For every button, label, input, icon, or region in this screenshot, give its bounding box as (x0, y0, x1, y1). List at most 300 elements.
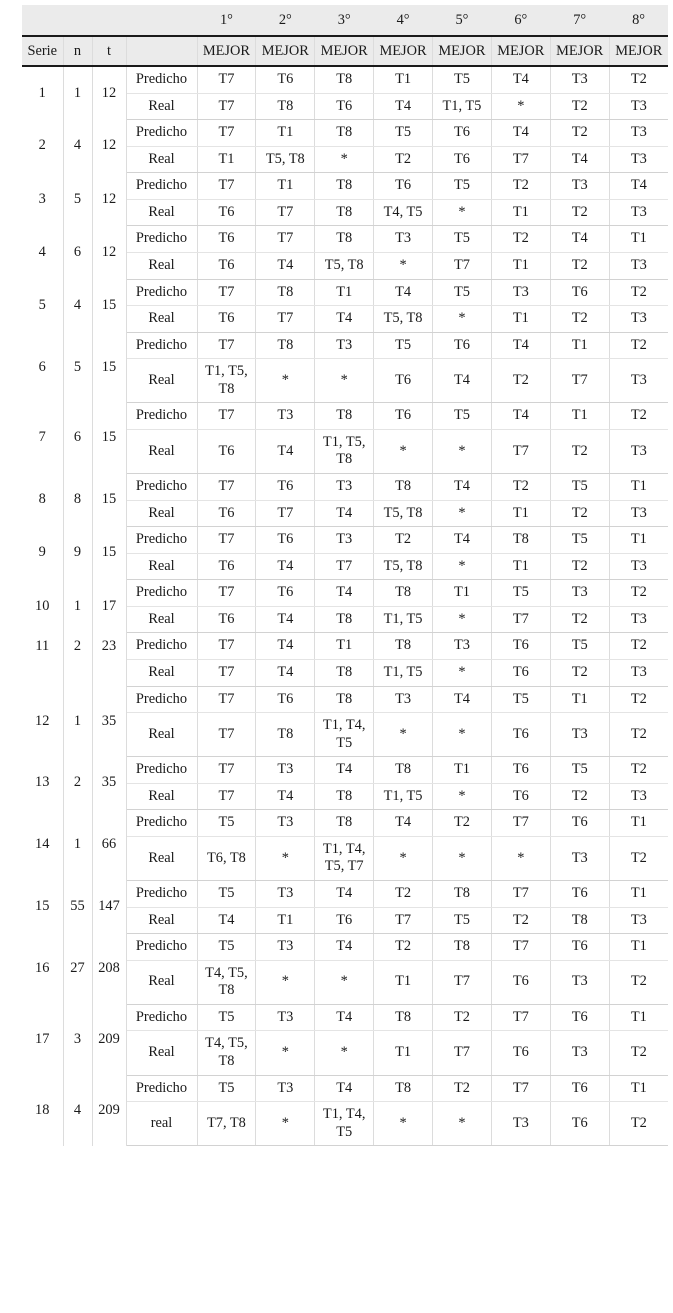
cell-predicho-pos-6: T7 (491, 810, 550, 837)
cell-serie: 17 (22, 1004, 63, 1075)
cell-real-pos-8: T3 (609, 783, 668, 810)
cell-real-pos-6: T2 (491, 359, 550, 403)
header-blank-serie (22, 5, 63, 36)
cell-predicho-pos-4: T8 (374, 1075, 433, 1102)
header-position-3: 3° (315, 5, 374, 36)
cell-predicho-pos-4: T2 (374, 527, 433, 554)
cell-real-pos-1: T7, T8 (197, 1102, 256, 1146)
cell-predicho-pos-6: T4 (491, 403, 550, 430)
row-label-real: Real (126, 306, 197, 333)
cell-real-pos-3: T4 (315, 306, 374, 333)
cell-real-pos-4: T1 (374, 960, 433, 1004)
cell-n: 3 (63, 1004, 92, 1075)
cell-predicho-pos-7: T6 (550, 1004, 609, 1031)
cell-real-pos-6: * (491, 836, 550, 880)
table-row (22, 1004, 668, 1031)
cell-n: 4 (63, 1075, 92, 1146)
cell-predicho-pos-3: T8 (315, 226, 374, 253)
cell-predicho-pos-7: T3 (550, 66, 609, 93)
cell-predicho-pos-1: T7 (197, 279, 256, 306)
cell-predicho-pos-7: T2 (550, 120, 609, 147)
cell-predicho-pos-7: T6 (550, 1075, 609, 1102)
cell-real-pos-7: T2 (550, 93, 609, 120)
cell-predicho-pos-7: T6 (550, 279, 609, 306)
cell-predicho-pos-6: T4 (491, 332, 550, 359)
cell-t: 15 (92, 403, 126, 474)
cell-real-pos-6: T1 (491, 500, 550, 527)
cell-predicho-pos-5: T2 (433, 1075, 492, 1102)
cell-real-pos-5: * (433, 199, 492, 226)
cell-t: 12 (92, 173, 126, 226)
cell-real-pos-1: T4 (197, 907, 256, 934)
table-row (22, 279, 668, 306)
table-row (22, 474, 668, 501)
cell-real-pos-4: T5, T8 (374, 500, 433, 527)
cell-serie: 2 (22, 120, 63, 173)
cell-predicho-pos-5: T5 (433, 403, 492, 430)
cell-real-pos-6: T7 (491, 606, 550, 633)
cell-real-pos-3: T1, T4, T5 (315, 1102, 374, 1146)
cell-real-pos-1: T4, T5, T8 (197, 960, 256, 1004)
cell-real-pos-4: T1, T5 (374, 659, 433, 686)
cell-predicho-pos-1: T7 (197, 332, 256, 359)
cell-t: 35 (92, 757, 126, 810)
cell-predicho-pos-8: T2 (609, 403, 668, 430)
cell-real-pos-2: * (256, 359, 315, 403)
cell-real-pos-4: T1 (374, 1031, 433, 1075)
cell-real-pos-3: T8 (315, 783, 374, 810)
row-label-real: real (126, 1102, 197, 1146)
cell-predicho-pos-6: T8 (491, 527, 550, 554)
cell-predicho-pos-2: T3 (256, 1004, 315, 1031)
row-label-real: Real (126, 960, 197, 1004)
table-body (22, 66, 668, 1146)
cell-real-pos-6: T6 (491, 1031, 550, 1075)
cell-predicho-pos-4: T1 (374, 66, 433, 93)
cell-t: 12 (92, 120, 126, 173)
cell-real-pos-3: T6 (315, 907, 374, 934)
cell-real-pos-6: T6 (491, 713, 550, 757)
cell-predicho-pos-4: T8 (374, 580, 433, 607)
table-row (22, 934, 668, 961)
prediction-results-table (22, 5, 668, 1146)
cell-real-pos-2: T7 (256, 199, 315, 226)
cell-predicho-pos-4: T8 (374, 1004, 433, 1031)
cell-real-pos-8: T3 (609, 146, 668, 173)
cell-predicho-pos-6: T7 (491, 1004, 550, 1031)
cell-real-pos-5: * (433, 306, 492, 333)
header-mejor-6: MEJOR (491, 36, 550, 66)
cell-real-pos-4: * (374, 252, 433, 279)
cell-real-pos-2: T4 (256, 659, 315, 686)
cell-real-pos-7: T8 (550, 907, 609, 934)
cell-predicho-pos-2: T6 (256, 527, 315, 554)
cell-predicho-pos-2: T6 (256, 474, 315, 501)
header-mejor-1: MEJOR (197, 36, 256, 66)
cell-real-pos-6: T1 (491, 306, 550, 333)
cell-predicho-pos-6: T2 (491, 173, 550, 200)
cell-real-pos-7: T4 (550, 146, 609, 173)
cell-predicho-pos-1: T7 (197, 686, 256, 713)
cell-real-pos-4: * (374, 1102, 433, 1146)
cell-serie: 3 (22, 173, 63, 226)
cell-real-pos-1: T6 (197, 252, 256, 279)
header-mejor-8: MEJOR (609, 36, 668, 66)
cell-serie: 16 (22, 934, 63, 1005)
table-row (22, 527, 668, 554)
cell-predicho-pos-4: T8 (374, 474, 433, 501)
header-blank-label (126, 5, 197, 36)
cell-real-pos-3: * (315, 146, 374, 173)
cell-predicho-pos-4: T6 (374, 173, 433, 200)
cell-serie: 15 (22, 881, 63, 934)
cell-real-pos-3: T8 (315, 199, 374, 226)
cell-real-pos-4: T4 (374, 93, 433, 120)
cell-predicho-pos-1: T7 (197, 120, 256, 147)
cell-real-pos-8: T3 (609, 199, 668, 226)
row-label-predicho: Predicho (126, 120, 197, 147)
cell-predicho-pos-2: T3 (256, 881, 315, 908)
cell-predicho-pos-6: T7 (491, 1075, 550, 1102)
header-position-1: 1° (197, 5, 256, 36)
cell-predicho-pos-1: T7 (197, 633, 256, 660)
cell-real-pos-2: T4 (256, 252, 315, 279)
cell-real-pos-5: * (433, 429, 492, 473)
cell-predicho-pos-3: T4 (315, 1004, 374, 1031)
cell-real-pos-2: * (256, 836, 315, 880)
cell-real-pos-4: T1, T5 (374, 606, 433, 633)
cell-predicho-pos-4: T5 (374, 120, 433, 147)
cell-predicho-pos-1: T7 (197, 403, 256, 430)
cell-n: 6 (63, 226, 92, 279)
cell-predicho-pos-2: T3 (256, 810, 315, 837)
cell-predicho-pos-6: T7 (491, 881, 550, 908)
row-label-real: Real (126, 783, 197, 810)
cell-real-pos-1: T6 (197, 606, 256, 633)
cell-real-pos-3: T8 (315, 606, 374, 633)
cell-predicho-pos-2: T7 (256, 226, 315, 253)
cell-t: 15 (92, 527, 126, 580)
cell-real-pos-4: T1, T5 (374, 783, 433, 810)
cell-predicho-pos-7: T3 (550, 173, 609, 200)
cell-predicho-pos-4: T8 (374, 633, 433, 660)
cell-real-pos-8: T2 (609, 713, 668, 757)
cell-real-pos-5: * (433, 836, 492, 880)
header-mejor-4: MEJOR (374, 36, 433, 66)
cell-real-pos-2: T4 (256, 783, 315, 810)
cell-real-pos-1: T6, T8 (197, 836, 256, 880)
cell-real-pos-3: T1, T5, T8 (315, 429, 374, 473)
header-mejor-2: MEJOR (256, 36, 315, 66)
cell-n: 1 (63, 66, 92, 120)
cell-real-pos-6: * (491, 93, 550, 120)
cell-t: 209 (92, 1004, 126, 1075)
cell-real-pos-1: T7 (197, 93, 256, 120)
row-label-predicho: Predicho (126, 527, 197, 554)
cell-real-pos-8: T2 (609, 960, 668, 1004)
cell-real-pos-5: * (433, 606, 492, 633)
cell-predicho-pos-8: T1 (609, 934, 668, 961)
cell-real-pos-1: T4, T5, T8 (197, 1031, 256, 1075)
header-blank-n (63, 5, 92, 36)
row-label-real: Real (126, 93, 197, 120)
row-label-real: Real (126, 146, 197, 173)
cell-real-pos-1: T1, T5, T8 (197, 359, 256, 403)
cell-predicho-pos-8: T2 (609, 279, 668, 306)
cell-predicho-pos-6: T3 (491, 279, 550, 306)
cell-predicho-pos-6: T5 (491, 686, 550, 713)
header-position-2: 2° (256, 5, 315, 36)
cell-predicho-pos-7: T6 (550, 934, 609, 961)
cell-predicho-pos-7: T6 (550, 881, 609, 908)
cell-real-pos-5: * (433, 659, 492, 686)
cell-predicho-pos-5: T4 (433, 527, 492, 554)
cell-predicho-pos-4: T4 (374, 279, 433, 306)
cell-predicho-pos-7: T1 (550, 332, 609, 359)
header-serie: Serie (22, 36, 63, 66)
header-position-5: 5° (433, 5, 492, 36)
cell-real-pos-8: T3 (609, 500, 668, 527)
cell-predicho-pos-2: T1 (256, 120, 315, 147)
cell-predicho-pos-2: T3 (256, 934, 315, 961)
row-label-real: Real (126, 836, 197, 880)
row-label-real: Real (126, 252, 197, 279)
row-label-predicho: Predicho (126, 66, 197, 93)
cell-n: 4 (63, 279, 92, 332)
cell-n: 1 (63, 686, 92, 757)
header-n: n (63, 36, 92, 66)
cell-predicho-pos-5: T1 (433, 580, 492, 607)
row-label-predicho: Predicho (126, 757, 197, 784)
cell-real-pos-8: T3 (609, 306, 668, 333)
cell-real-pos-5: T7 (433, 252, 492, 279)
table-row (22, 633, 668, 660)
row-label-predicho: Predicho (126, 633, 197, 660)
cell-predicho-pos-8: T4 (609, 173, 668, 200)
table-row (22, 686, 668, 713)
cell-predicho-pos-3: T8 (315, 686, 374, 713)
cell-predicho-pos-2: T6 (256, 686, 315, 713)
cell-real-pos-2: T5, T8 (256, 146, 315, 173)
row-label-predicho: Predicho (126, 173, 197, 200)
cell-predicho-pos-5: T5 (433, 279, 492, 306)
cell-predicho-pos-2: T6 (256, 580, 315, 607)
cell-predicho-pos-4: T2 (374, 934, 433, 961)
cell-predicho-pos-4: T8 (374, 757, 433, 784)
cell-t: 17 (92, 580, 126, 633)
cell-predicho-pos-6: T6 (491, 633, 550, 660)
cell-real-pos-7: T2 (550, 783, 609, 810)
cell-real-pos-8: T3 (609, 93, 668, 120)
cell-real-pos-7: T6 (550, 1102, 609, 1146)
cell-real-pos-1: T7 (197, 713, 256, 757)
cell-predicho-pos-7: T4 (550, 226, 609, 253)
cell-predicho-pos-1: T6 (197, 226, 256, 253)
cell-real-pos-7: T2 (550, 199, 609, 226)
row-label-real: Real (126, 713, 197, 757)
cell-real-pos-5: * (433, 1102, 492, 1146)
cell-real-pos-2: T7 (256, 500, 315, 527)
cell-predicho-pos-1: T5 (197, 1075, 256, 1102)
table-row (22, 332, 668, 359)
cell-predicho-pos-3: T3 (315, 474, 374, 501)
cell-serie: 18 (22, 1075, 63, 1146)
cell-real-pos-3: * (315, 1031, 374, 1075)
cell-predicho-pos-8: T1 (609, 527, 668, 554)
row-label-predicho: Predicho (126, 810, 197, 837)
cell-real-pos-3: T6 (315, 93, 374, 120)
row-label-predicho: Predicho (126, 1075, 197, 1102)
row-label-real: Real (126, 659, 197, 686)
cell-predicho-pos-2: T3 (256, 403, 315, 430)
cell-predicho-pos-2: T6 (256, 66, 315, 93)
cell-predicho-pos-1: T7 (197, 757, 256, 784)
cell-real-pos-4: T5, T8 (374, 553, 433, 580)
cell-real-pos-6: T7 (491, 146, 550, 173)
cell-real-pos-4: * (374, 713, 433, 757)
cell-predicho-pos-5: T8 (433, 934, 492, 961)
cell-real-pos-1: T6 (197, 306, 256, 333)
cell-real-pos-6: T1 (491, 553, 550, 580)
cell-predicho-pos-7: T5 (550, 633, 609, 660)
cell-predicho-pos-3: T4 (315, 580, 374, 607)
cell-serie: 4 (22, 226, 63, 279)
row-label-predicho: Predicho (126, 279, 197, 306)
cell-real-pos-6: T3 (491, 1102, 550, 1146)
cell-n: 5 (63, 173, 92, 226)
cell-real-pos-3: T8 (315, 659, 374, 686)
cell-real-pos-1: T6 (197, 553, 256, 580)
cell-predicho-pos-8: T1 (609, 474, 668, 501)
cell-predicho-pos-8: T2 (609, 757, 668, 784)
cell-real-pos-7: T2 (550, 306, 609, 333)
cell-predicho-pos-6: T2 (491, 226, 550, 253)
header-position-8: 8° (609, 5, 668, 36)
cell-real-pos-7: T3 (550, 836, 609, 880)
cell-t: 12 (92, 226, 126, 279)
header-mejor-7: MEJOR (550, 36, 609, 66)
cell-predicho-pos-3: T8 (315, 66, 374, 93)
header-row-labels (22, 36, 668, 66)
cell-predicho-pos-3: T4 (315, 757, 374, 784)
cell-real-pos-7: T2 (550, 659, 609, 686)
row-label-real: Real (126, 429, 197, 473)
cell-predicho-pos-7: T5 (550, 527, 609, 554)
cell-real-pos-5: T7 (433, 1031, 492, 1075)
cell-predicho-pos-8: T1 (609, 1004, 668, 1031)
cell-real-pos-8: T2 (609, 1031, 668, 1075)
cell-predicho-pos-1: T7 (197, 580, 256, 607)
cell-real-pos-4: * (374, 836, 433, 880)
cell-predicho-pos-1: T5 (197, 881, 256, 908)
row-label-predicho: Predicho (126, 403, 197, 430)
cell-real-pos-6: T7 (491, 429, 550, 473)
cell-real-pos-5: * (433, 783, 492, 810)
cell-predicho-pos-7: T5 (550, 474, 609, 501)
cell-predicho-pos-3: T8 (315, 173, 374, 200)
cell-predicho-pos-1: T7 (197, 173, 256, 200)
cell-serie: 13 (22, 757, 63, 810)
cell-real-pos-7: T2 (550, 500, 609, 527)
cell-real-pos-5: T7 (433, 960, 492, 1004)
row-label-predicho: Predicho (126, 474, 197, 501)
cell-predicho-pos-7: T6 (550, 810, 609, 837)
cell-real-pos-3: * (315, 359, 374, 403)
cell-predicho-pos-6: T6 (491, 757, 550, 784)
cell-t: 35 (92, 686, 126, 757)
cell-real-pos-2: T8 (256, 713, 315, 757)
header-blank-t (92, 5, 126, 36)
cell-real-pos-5: T5 (433, 907, 492, 934)
row-label-predicho: Predicho (126, 934, 197, 961)
cell-predicho-pos-5: T5 (433, 173, 492, 200)
cell-real-pos-2: T4 (256, 606, 315, 633)
row-label-real: Real (126, 1031, 197, 1075)
cell-real-pos-6: T6 (491, 783, 550, 810)
cell-real-pos-1: T6 (197, 500, 256, 527)
row-label-predicho: Predicho (126, 686, 197, 713)
cell-real-pos-7: T2 (550, 606, 609, 633)
cell-predicho-pos-5: T4 (433, 474, 492, 501)
cell-predicho-pos-3: T8 (315, 403, 374, 430)
cell-predicho-pos-3: T3 (315, 527, 374, 554)
cell-real-pos-7: T2 (550, 553, 609, 580)
cell-predicho-pos-1: T7 (197, 474, 256, 501)
table-row (22, 810, 668, 837)
cell-predicho-pos-3: T8 (315, 810, 374, 837)
cell-n: 2 (63, 633, 92, 686)
row-label-real: Real (126, 359, 197, 403)
cell-t: 208 (92, 934, 126, 1005)
cell-real-pos-4: T4, T5 (374, 199, 433, 226)
cell-real-pos-2: T7 (256, 306, 315, 333)
cell-predicho-pos-4: T4 (374, 810, 433, 837)
cell-serie: 12 (22, 686, 63, 757)
cell-real-pos-7: T3 (550, 713, 609, 757)
cell-predicho-pos-3: T3 (315, 332, 374, 359)
cell-predicho-pos-5: T6 (433, 120, 492, 147)
cell-predicho-pos-8: T2 (609, 686, 668, 713)
cell-real-pos-2: * (256, 1102, 315, 1146)
cell-n: 2 (63, 757, 92, 810)
cell-t: 209 (92, 1075, 126, 1146)
cell-t: 15 (92, 474, 126, 527)
cell-real-pos-3: T1, T4, T5 (315, 713, 374, 757)
cell-serie: 10 (22, 580, 63, 633)
cell-predicho-pos-4: T3 (374, 686, 433, 713)
header-t: t (92, 36, 126, 66)
cell-real-pos-7: T7 (550, 359, 609, 403)
cell-real-pos-3: T1, T4, T5, T7 (315, 836, 374, 880)
cell-predicho-pos-3: T4 (315, 1075, 374, 1102)
cell-real-pos-8: T3 (609, 553, 668, 580)
cell-n: 55 (63, 881, 92, 934)
cell-real-pos-2: T8 (256, 93, 315, 120)
cell-predicho-pos-8: T2 (609, 633, 668, 660)
cell-serie: 1 (22, 66, 63, 120)
row-label-real: Real (126, 606, 197, 633)
cell-predicho-pos-5: T8 (433, 881, 492, 908)
cell-n: 27 (63, 934, 92, 1005)
cell-real-pos-7: T3 (550, 1031, 609, 1075)
header-rowtype (126, 36, 197, 66)
cell-t: 15 (92, 279, 126, 332)
row-label-predicho: Predicho (126, 332, 197, 359)
cell-real-pos-8: T3 (609, 907, 668, 934)
cell-serie: 7 (22, 403, 63, 474)
cell-real-pos-1: T6 (197, 429, 256, 473)
cell-real-pos-6: T2 (491, 907, 550, 934)
